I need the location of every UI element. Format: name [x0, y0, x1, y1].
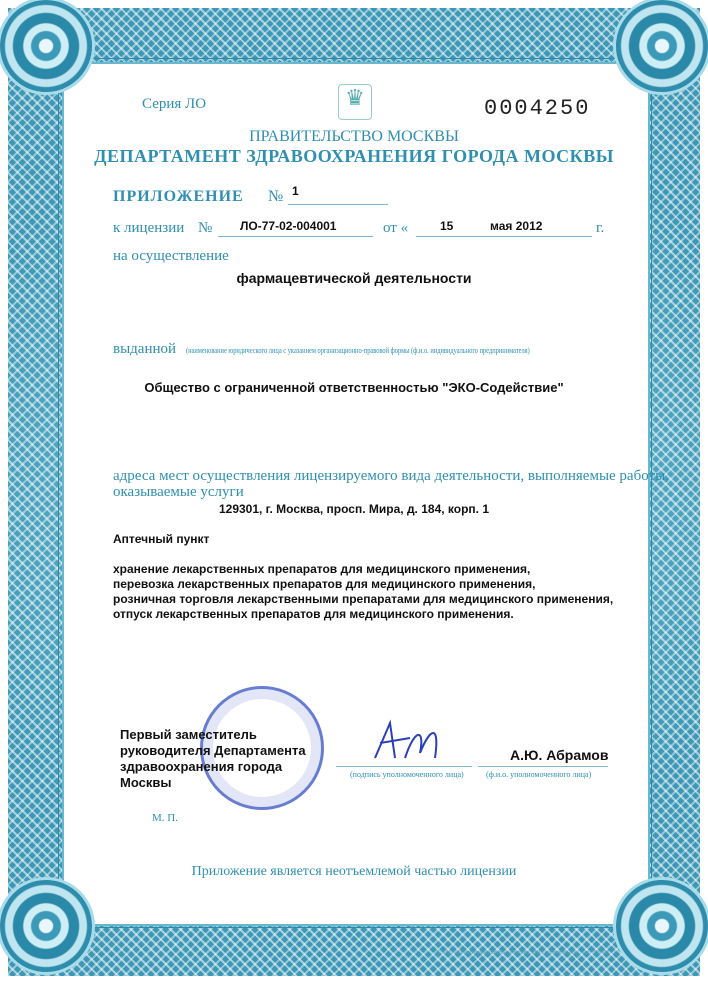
- license-no-label: №: [198, 220, 213, 236]
- license-day: 15: [440, 219, 454, 233]
- seal-place-label: М. П.: [152, 812, 178, 824]
- appendix-label: ПРИЛОЖЕНИЕ: [113, 188, 244, 205]
- coat-of-arms-icon: ♛: [338, 84, 372, 120]
- works-list: [113, 562, 613, 622]
- activity-label: на осуществление: [113, 248, 229, 264]
- name-hint: (ф.и.о. уполномоченного лица): [486, 770, 592, 779]
- license-month-year: мая 2012: [490, 219, 543, 233]
- activity-value: фармацевтической деятельности: [236, 270, 472, 286]
- signatory-name: А.Ю. Абрамов: [510, 747, 609, 763]
- position-line: руководителя Департамента: [120, 743, 306, 758]
- year-suffix: г.: [596, 220, 605, 236]
- addresses-label-2: оказываемые услуги: [113, 484, 244, 500]
- form-number: 0004250: [484, 96, 591, 121]
- appendix-number: 1: [292, 184, 299, 198]
- position-line: Первый заместитель: [120, 727, 257, 742]
- address-value: 129301, г. Москва, просп. Мира, д. 184, корп. 1: [218, 502, 490, 516]
- work-item: перевозка лекарственных препаратов для медицинского применения,: [113, 577, 536, 591]
- footer-note: Приложение является неотъемлемой частью лицензии: [191, 864, 517, 879]
- corner-rosette: [0, 0, 92, 92]
- corner-rosette: [0, 880, 92, 972]
- corner-rosette: [616, 880, 708, 972]
- handwritten-signature: [370, 718, 450, 764]
- appendix-no-label: №: [268, 188, 284, 205]
- license-label: к лицензии: [113, 220, 185, 236]
- work-item: отпуск лекарственных препаратов для медицинского применения.: [113, 607, 514, 621]
- printer-imprint: © ЗАО «Полиграф-защита», Москва, 2011, уровень «В», зак. 399-11: [436, 950, 610, 956]
- government-title: ПРАВИТЕЛЬСТВО МОСКВЫ: [249, 128, 459, 145]
- date-from-label: от «: [383, 220, 409, 236]
- corner-rosette: [616, 0, 708, 92]
- issued-label: выданной: [113, 341, 177, 357]
- point-type: Аптечный пункт: [113, 532, 210, 546]
- position-line: Москвы: [120, 775, 172, 790]
- department-title: ДЕПАРТАМЕНТ ЗДРАВООХРАНЕНИЯ ГОРОДА МОСКВЫ: [94, 146, 614, 166]
- series-label: Серия ЛО: [142, 96, 207, 112]
- issued-hint: (наименование юридического лица с указанием организационно-правовой формы (ф.и.о. индивидуального предпринимателя): [186, 346, 530, 355]
- position-line: здравоохранения города: [120, 759, 283, 774]
- work-item: хранение лекарственных препаратов для медицинского применения,: [113, 562, 531, 576]
- addresses-label: адреса мест осуществления лицензируемого вида деятельности, выполняемые работы,: [113, 468, 669, 484]
- signature-hint: (подпись уполномоченного лица): [350, 770, 464, 779]
- organization-name: Общество с ограниченной ответственностью "ЭКО-Содействие": [144, 380, 564, 395]
- license-number: ЛО-77-02-004001: [240, 219, 337, 233]
- work-item: розничная торговля лекарственными препаратами для медицинского применения,: [113, 592, 614, 606]
- signatory-position: [120, 727, 306, 791]
